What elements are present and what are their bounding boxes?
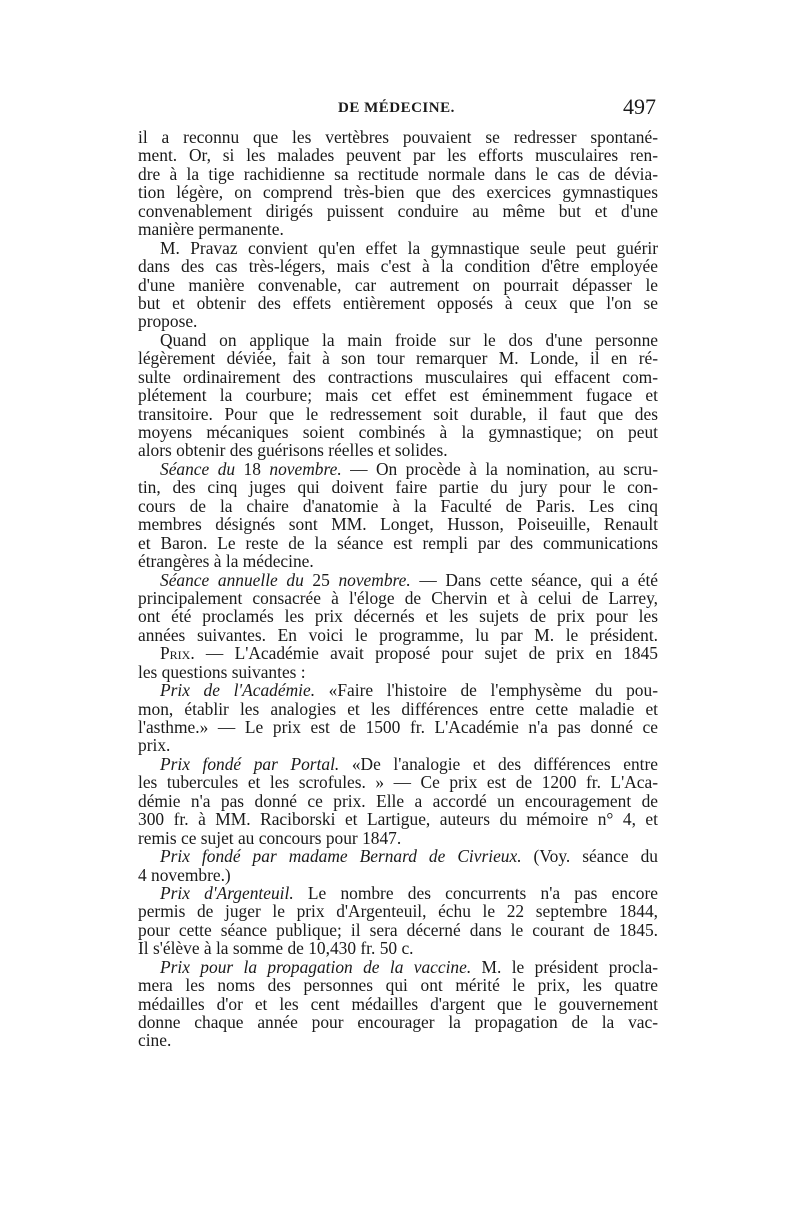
text-segment: sulte ordinairement des contractions musculaires qui effacent com- [138, 366, 658, 387]
text-segment: — L'Académie avait proposé pour sujet de prix en 1845 [194, 643, 658, 664]
text-segment: — On procède à la nomination, au scru- [341, 458, 658, 479]
text-line [138, 146, 658, 164]
text-line [138, 681, 658, 699]
text-segment: l'asthme.» — Le prix est de 1500 fr. L'Académie n'a pas donné ce [138, 717, 658, 737]
text-line [138, 755, 658, 773]
italic-text: Séance annuelle du [160, 569, 304, 590]
text-segment: alors obtenir des guérisons réelles et solides. [138, 440, 448, 461]
text-segment: cours de la chaire d'anatomie à la Faculté de Paris. Les cinq [138, 495, 658, 516]
text-line [138, 995, 658, 1013]
book-page [138, 94, 658, 1050]
text-segment: 18 [235, 458, 270, 479]
text-line [138, 165, 658, 183]
text-segment: manière permanente. [138, 219, 284, 240]
running-title: DE MÉDECINE. [338, 100, 455, 116]
text-segment: convenablement dirigés puissent conduire au même but et d'une [138, 200, 658, 221]
text-line [138, 423, 658, 441]
text-line [138, 405, 658, 423]
text-line [138, 368, 658, 386]
text-segment: remis ce sujet au concours pour 1847. [138, 827, 402, 848]
text-line [138, 626, 658, 644]
text-line [138, 239, 658, 257]
text-segment: permis de juger le prix d'Argenteuil, échu le 22 septembre 1844, [138, 901, 658, 922]
text-line [138, 441, 658, 459]
text-line [138, 220, 658, 238]
text-line [138, 276, 658, 294]
text-segment: Le nombre des concurrents n'a pas encore [293, 882, 658, 903]
text-line [138, 958, 658, 976]
text-segment: légèrement déviée, fait à son tour remarquer M. Londe, il en ré- [138, 348, 658, 369]
text-line [138, 976, 658, 994]
text-line [138, 718, 658, 736]
text-line [138, 202, 658, 220]
text-line [138, 884, 658, 902]
text-segment: étrangères à la médecine. [138, 551, 314, 572]
text-segment: dans des cas très-légers, mais c'est à la condition d'être employée [138, 256, 658, 277]
text-segment: 300 fr. à MM. Raciborski et Lartigue, auteurs du mémoire n° 4, et [138, 809, 658, 830]
text-segment: ment. Or, si les malades peuvent par les efforts musculaires ren- [138, 145, 658, 166]
text-segment: (Voy. séance du [521, 846, 658, 867]
text-line [138, 663, 658, 681]
text-segment: prix. [138, 735, 171, 756]
text-line [138, 1013, 658, 1031]
text-segment: médailles d'or et les cent médailles d'argent que le gouvernement [138, 993, 658, 1014]
running-head [138, 94, 658, 124]
text-line [138, 736, 658, 754]
text-segment: démie n'a pas donné ce prix. Elle a accordé un encouragement de [138, 790, 658, 811]
text-segment: «Faire l'histoire de l'emphysème du pou- [315, 680, 658, 701]
text-line [138, 571, 658, 589]
text-line [138, 644, 658, 662]
text-line [138, 515, 658, 533]
italic-text: novembre. [338, 569, 411, 590]
text-segment: tin, des cinq juges qui doivent faire partie du jury pour le con- [138, 477, 658, 498]
text-segment: mon, établir les analogies et les différences entre cette maladie et [138, 698, 658, 719]
text-segment: — Dans cette séance, qui a été [410, 569, 658, 590]
text-line [138, 534, 658, 552]
text-segment: cine. [138, 1030, 172, 1051]
text-segment: il a reconnu que les vertèbres pouvaient se redresser spontané- [138, 127, 658, 147]
text-segment: Quand on applique la main froide sur le dos d'une personne [160, 329, 658, 350]
text-line [138, 294, 658, 312]
text-segment: «De l'analogie et des différences entre [339, 753, 658, 774]
text-line [138, 921, 658, 939]
text-segment: mera les noms des personnes qui ont mérité le prix, les quatre [138, 975, 658, 996]
text-segment: but et obtenir des effets entièrement opposés à ceux que l'on se [138, 292, 658, 313]
italic-text: Prix d'Argenteuil. [160, 882, 294, 903]
text-segment: donne chaque année pour encourager la propagation de la vac- [138, 1012, 658, 1032]
text-segment: moyens mécaniques soient combinés à la gymnastique; on peut [138, 422, 658, 442]
text-line [138, 902, 658, 920]
text-line [138, 183, 658, 201]
text-segment: transitoire. Pour que le redressement soit durable, il faut que des [138, 403, 658, 424]
text-line [138, 257, 658, 275]
text-segment: 25 [303, 569, 339, 590]
text-line [138, 312, 658, 330]
italic-text: Séance du [160, 458, 236, 479]
text-segment: plétement la courbure; mais cet effet est éminemment fugace et [138, 385, 658, 406]
text-segment: 4 novembre.) [138, 864, 231, 885]
body-text [138, 128, 658, 1050]
text-segment: pour cette séance publique; il sera décerné dans le courant de 1845. [138, 919, 658, 940]
text-segment: M. Pravaz convient qu'en effet la gymnastique seule peut guérir [160, 237, 658, 258]
text-line [138, 792, 658, 810]
text-segment: d'une manière convenable, car autrement on pourrait dépasser le [138, 274, 658, 295]
italic-text: novembre. [269, 458, 342, 479]
text-segment: les tubercules et les scrofules. » — Ce prix est de 1200 fr. L'Aca- [138, 772, 658, 793]
text-segment: tion légère, on comprend très-bien que des exercices gymnastiques [138, 182, 658, 203]
text-line [138, 478, 658, 496]
italic-text: Prix pour la propagation de la vaccine. [160, 956, 472, 977]
italic-text: Prix fondé par Portal. [160, 753, 340, 774]
text-segment: propose. [138, 311, 198, 332]
text-line [138, 939, 658, 957]
italic-text: Prix de l'Académie. [160, 680, 316, 701]
text-segment: M. le président procla- [471, 956, 658, 977]
text-line [138, 1031, 658, 1049]
page-number: 497 [623, 94, 656, 119]
text-line [138, 829, 658, 847]
text-line [138, 589, 658, 607]
text-line [138, 128, 658, 146]
text-line [138, 460, 658, 478]
text-line [138, 847, 658, 865]
text-line [138, 700, 658, 718]
text-line [138, 866, 658, 884]
text-line [138, 497, 658, 515]
text-line [138, 607, 658, 625]
text-segment: dre à la tige rachidienne sa rectitude normale dans le cas de dévia- [138, 163, 658, 184]
text-segment: membres désignés sont MM. Longet, Husson, Poiseuille, Renault [138, 514, 658, 535]
small-caps-text: Prix. [160, 643, 195, 664]
text-segment: et Baron. Le reste de la séance est rempli par des communications [138, 532, 658, 553]
text-segment: années suivantes. En voici le programme, lu par M. le président. [138, 624, 658, 645]
text-line [138, 349, 658, 367]
text-segment: Il s'élève à la somme de 10,430 fr. 50 c. [138, 938, 414, 959]
text-segment: principalement consacrée à l'éloge de Chervin et à celui de Larrey, [138, 587, 658, 608]
text-line [138, 386, 658, 404]
text-segment: les questions suivantes : [138, 661, 306, 682]
text-line [138, 552, 658, 570]
text-line [138, 810, 658, 828]
text-segment: ont été proclamés les prix décernés et les sujets de prix pour les [138, 606, 658, 627]
text-line [138, 331, 658, 349]
italic-text: Prix fondé par madame Bernard de Civrieux. [160, 846, 522, 867]
text-line [138, 773, 658, 791]
